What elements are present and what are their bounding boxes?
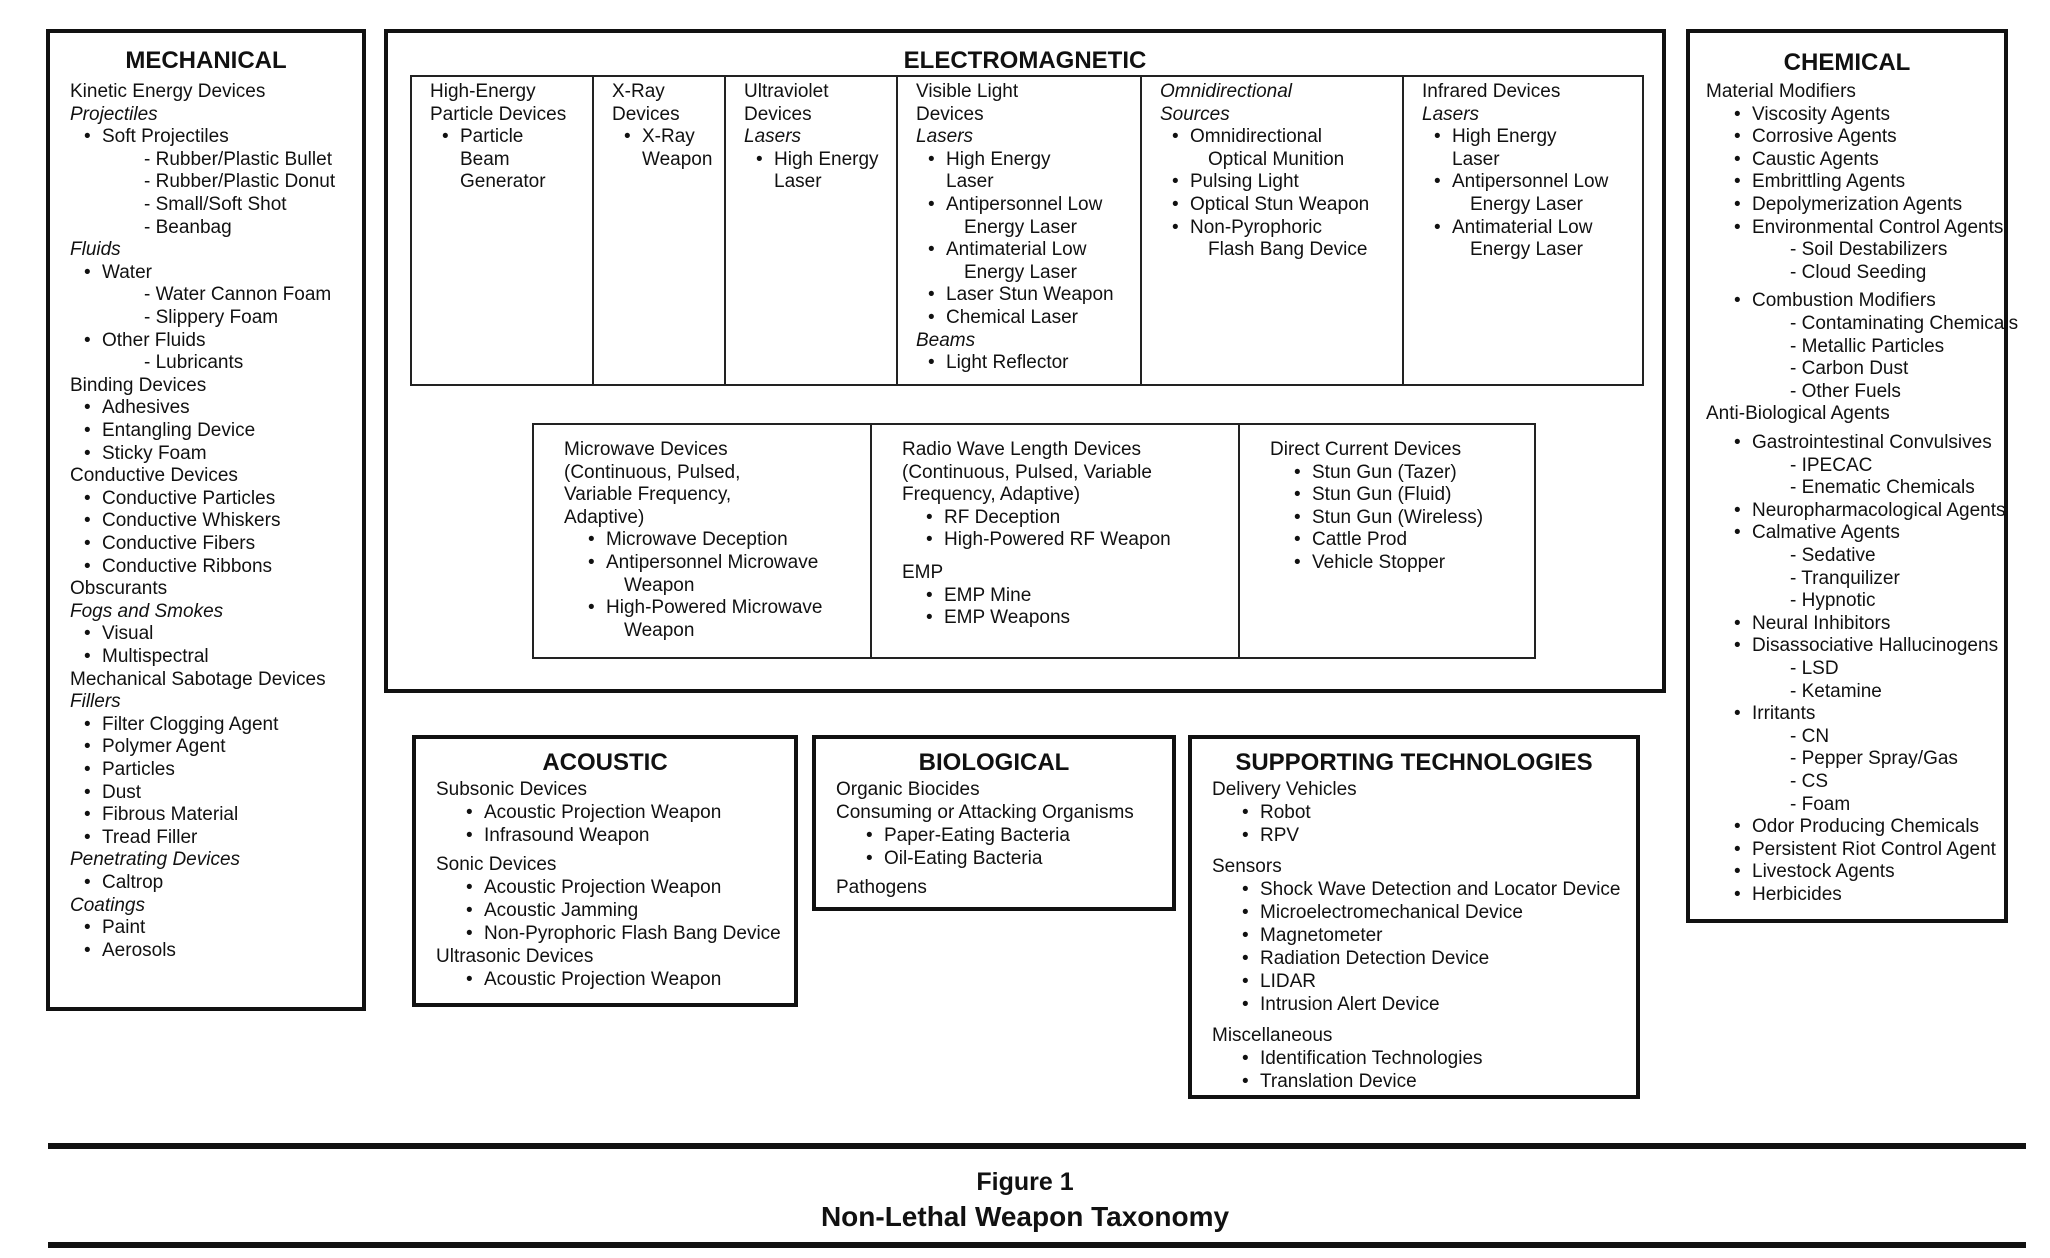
sub-item: - Tranquilizer <box>1790 567 1900 589</box>
category-heading: Fluids <box>70 239 121 261</box>
category-heading: (Continuous, Pulsed, Variable <box>902 461 1152 483</box>
list-item: • Omnidirectional <box>1190 126 1322 148</box>
list-item: • Vehicle Stopper <box>1312 552 1445 574</box>
list-item: Laser <box>946 171 994 193</box>
sub-item: - Small/Soft Shot <box>144 194 287 215</box>
category-heading: Omnidirectional <box>1160 81 1292 102</box>
category-heading: Conductive Devices <box>70 465 238 487</box>
list-item: Beam <box>460 148 510 170</box>
category-heading: Pathogens <box>836 877 927 898</box>
list-item: • Robot <box>1260 802 1311 824</box>
list-item: Weapon <box>624 574 695 596</box>
list-item: Laser <box>774 171 822 193</box>
list-item: • Shock Wave Detection and Locator Device <box>1260 879 1620 901</box>
category-heading: X-Ray <box>612 81 665 102</box>
category-heading: Lasers <box>744 126 802 148</box>
figure-title: Non-Lethal Weapon Taxonomy <box>820 1201 1230 1232</box>
list-item: • Infrasound Weapon <box>484 825 650 847</box>
category-heading: Binding Devices <box>70 374 207 396</box>
electromagnetic-box <box>384 29 1666 693</box>
list-item: • Particle <box>460 126 523 148</box>
list-item: • Conductive Ribbons <box>102 556 272 578</box>
sub-item: - Carbon Dust <box>1790 358 1909 380</box>
category-heading: Visible Light <box>916 81 1019 102</box>
list-item: • Laser Stun Weapon <box>946 284 1114 306</box>
category-heading: Devices <box>612 103 680 125</box>
list-item: • Antipersonnel Microwave <box>606 552 818 574</box>
sub-item: - Metallic Particles <box>1790 335 1945 357</box>
category-heading: Anti-Biological Agents <box>1706 403 1890 425</box>
sub-item: - Lubricants <box>144 352 244 374</box>
list-item: Weapon <box>642 148 713 170</box>
sub-item: - LSD <box>1790 658 1839 679</box>
list-item: • Polymer Agent <box>102 736 226 758</box>
category-heading: Lasers <box>916 126 974 148</box>
list-item: • EMP Mine <box>944 585 1031 607</box>
em-bottom-table <box>532 423 1536 659</box>
list-item: • Visual <box>102 623 153 645</box>
list-item: Optical Munition <box>1208 148 1345 170</box>
electromagnetic-title: ELECTROMAGNETIC <box>903 47 1147 74</box>
list-item: • Combustion Modifiers <box>1752 290 1936 312</box>
list-item: • Conductive Whiskers <box>102 510 280 532</box>
list-item: • Disassociative Hallucinogens <box>1752 635 1998 657</box>
list-item: • Acoustic Projection Weapon <box>484 877 721 899</box>
supporting-technologies-box <box>1188 735 1640 1099</box>
list-item: • Caltrop <box>102 872 163 894</box>
list-item: • Translation Device <box>1260 1071 1417 1093</box>
list-item: • Non-Pyrophoric Flash Bang Device <box>484 923 781 945</box>
category-heading: Frequency, Adaptive) <box>902 484 1081 506</box>
category-heading: Microwave Devices <box>564 439 728 460</box>
list-item: • High-Powered RF Weapon <box>944 529 1171 551</box>
list-item: • Corrosive Agents <box>1752 126 1897 148</box>
list-item: • Other Fluids <box>102 330 205 352</box>
list-item: • Neuropharmacological Agents <box>1752 500 2006 522</box>
caption-bottom-rule <box>48 1242 2026 1248</box>
category-heading: Radio Wave Length Devices <box>902 439 1142 460</box>
list-item: • Light Reflector <box>946 352 1069 374</box>
category-heading: Obscurants <box>70 578 168 600</box>
list-item: • High Energy <box>774 149 879 171</box>
list-item: • Conductive Particles <box>102 488 275 510</box>
em-cell <box>896 77 1140 384</box>
list-item: • Gastrointestinal Convulsives <box>1752 432 1992 454</box>
sub-item: - Beanbag <box>144 216 232 238</box>
list-item: Laser <box>1452 148 1500 170</box>
list-item: • Herbicides <box>1752 884 1842 906</box>
list-item: • RF Deception <box>944 507 1060 529</box>
sub-item: - Soil Destabilizers <box>1790 239 1948 261</box>
em-cell <box>870 425 1238 657</box>
category-heading: Lasers <box>1422 103 1480 125</box>
list-item: Energy Laser <box>964 261 1078 283</box>
em-cell <box>1140 77 1402 384</box>
figure-number: Figure 1 <box>976 1168 1074 1196</box>
category-heading: Devices <box>916 103 984 125</box>
mechanical-box <box>46 29 366 1011</box>
list-item: • Tread Filler <box>102 827 197 849</box>
em-cell <box>1402 77 1646 384</box>
category-heading: Sonic Devices <box>436 854 557 875</box>
list-item: • Cattle Prod <box>1312 529 1407 551</box>
sub-item: - Foam <box>1790 793 1851 815</box>
category-heading: High-Energy <box>430 81 536 102</box>
list-item: • Water <box>102 262 152 284</box>
category-heading: Infrared Devices <box>1422 81 1561 102</box>
list-item: Energy Laser <box>1470 239 1584 261</box>
em-cell <box>592 77 724 384</box>
list-item: • Non-Pyrophoric <box>1190 217 1322 239</box>
sub-item: - Enematic Chemicals <box>1790 477 1975 499</box>
list-item: • Particles <box>102 759 175 781</box>
list-item: • Antimaterial Low <box>946 239 1086 261</box>
list-item: • Sticky Foam <box>102 443 207 465</box>
sub-item: - Cloud Seeding <box>1790 261 1927 283</box>
list-item: • Fibrous Material <box>102 804 238 826</box>
list-item: • Stun Gun (Fluid) <box>1312 484 1451 506</box>
sub-item: - CN <box>1790 725 1830 747</box>
category-heading: Delivery Vehicles <box>1212 779 1357 800</box>
sub-item: - Ketamine <box>1790 680 1882 702</box>
category-heading: Subsonic Devices <box>436 779 588 800</box>
list-item: • Radiation Detection Device <box>1260 948 1489 970</box>
list-item: • Depolymerization Agents <box>1752 194 1962 216</box>
category-heading: Material Modifiers <box>1706 81 1856 102</box>
category-heading: Penetrating Devices <box>70 849 241 871</box>
category-heading: Consuming or Attacking Organisms <box>836 802 1134 823</box>
list-item: Weapon <box>624 619 695 641</box>
em-cell <box>1238 425 1538 657</box>
list-item: • Antimaterial Low <box>1452 217 1592 239</box>
sub-item: - Water Cannon Foam <box>144 284 332 306</box>
chemical-title: CHEMICAL <box>1783 49 1911 76</box>
list-item: • Microwave Deception <box>606 529 788 551</box>
list-item: • Livestock Agents <box>1752 861 1895 883</box>
category-heading: Miscellaneous <box>1212 1025 1333 1046</box>
mechanical-title: MECHANICAL <box>125 47 287 74</box>
list-item: • Persistent Riot Control Agent <box>1752 839 1996 861</box>
list-item: • Calmative Agents <box>1752 522 1900 544</box>
category-heading: Mechanical Sabotage Devices <box>70 668 326 690</box>
list-item: • Magnetometer <box>1260 925 1383 947</box>
category-heading: Adaptive) <box>564 506 645 528</box>
list-item: Energy Laser <box>1470 194 1584 215</box>
sub-item: - IPECAC <box>1790 454 1873 476</box>
em-cell <box>412 77 592 384</box>
list-item: Flash Bang Device <box>1208 239 1368 261</box>
list-item: • RPV <box>1260 825 1299 847</box>
sub-item: - Other Fuels <box>1790 380 1901 402</box>
list-item: • Antipersonnel Low <box>1452 171 1608 193</box>
list-item: • Environmental Control Agents <box>1752 217 2003 239</box>
biological-box <box>812 735 1176 911</box>
sub-item: - Rubber/Plastic Bullet <box>144 148 332 170</box>
caption-top-rule <box>48 1143 2026 1149</box>
sub-item: - CS <box>1790 771 1828 792</box>
list-item: • Paper-Eating Bacteria <box>884 825 1070 847</box>
list-item: • Antipersonnel Low <box>946 194 1102 216</box>
category-heading: Beams <box>916 329 976 351</box>
category-heading: Particle Devices <box>430 103 567 125</box>
em-cell <box>534 425 870 657</box>
list-item: • Caustic Agents <box>1752 149 1879 171</box>
supporting-technologies-title: SUPPORTING TECHNOLOGIES <box>1235 749 1593 776</box>
category-heading: Coatings <box>70 894 145 916</box>
list-item: • Optical Stun Weapon <box>1190 194 1369 216</box>
list-item: • LIDAR <box>1260 971 1316 993</box>
list-item: • Microelectromechanical Device <box>1260 902 1523 924</box>
list-item: • Irritants <box>1752 703 1815 725</box>
sub-item: - Contaminating Chemicals <box>1790 313 2019 334</box>
list-item: • Acoustic Jamming <box>484 900 638 922</box>
list-item: • Conductive Fibers <box>102 533 255 555</box>
category-heading: Sources <box>1160 103 1230 125</box>
chemical-box <box>1686 29 2019 923</box>
list-item: • Stun Gun (Wireless) <box>1312 507 1483 529</box>
em-top-table <box>410 75 1644 386</box>
list-item: • Identification Technologies <box>1260 1048 1483 1070</box>
list-item: • EMP Weapons <box>944 607 1070 629</box>
category-heading: Devices <box>744 103 812 125</box>
list-item: • Intrusion Alert Device <box>1260 994 1440 1016</box>
category-heading: Organic Biocides <box>836 779 980 800</box>
list-item: • Entangling Device <box>102 420 255 442</box>
list-item: Energy Laser <box>964 216 1078 238</box>
sub-item: - Rubber/Plastic Donut <box>144 171 336 193</box>
sub-item: - Sedative <box>1790 545 1876 566</box>
sub-item: - Slippery Foam <box>144 307 279 328</box>
list-item: • High Energy <box>946 149 1051 171</box>
category-heading: Fogs and Smokes <box>70 600 224 622</box>
list-item: • Stun Gun (Tazer) <box>1312 462 1457 484</box>
category-heading: EMP <box>902 562 944 583</box>
list-item: • X-Ray <box>642 126 695 148</box>
list-item: • Aerosols <box>102 940 176 962</box>
list-item: • Acoustic Projection Weapon <box>484 969 721 991</box>
category-heading: Projectiles <box>70 103 158 125</box>
category-heading: Direct Current Devices <box>1270 439 1462 460</box>
biological-title: BIOLOGICAL <box>918 749 1070 776</box>
category-heading: Fillers <box>70 691 121 713</box>
list-item: • Soft Projectiles <box>102 126 229 148</box>
acoustic-title: ACOUSTIC <box>542 749 668 776</box>
list-item: • Adhesives <box>102 397 190 419</box>
list-item: • Multispectral <box>102 646 209 668</box>
list-item: • High-Powered Microwave <box>606 597 822 619</box>
category-heading: Kinetic Energy Devices <box>70 81 266 102</box>
list-item: Generator <box>460 171 546 193</box>
list-item: • High Energy <box>1452 126 1557 148</box>
category-heading: Ultrasonic Devices <box>436 946 594 967</box>
list-item: • Filter Clogging Agent <box>102 714 278 736</box>
list-item: • Dust <box>102 782 141 804</box>
category-heading: Variable Frequency, <box>564 484 732 506</box>
list-item: • Acoustic Projection Weapon <box>484 802 721 824</box>
list-item: • Pulsing Light <box>1190 171 1299 193</box>
list-item: • Viscosity Agents <box>1752 104 1890 126</box>
list-item: • Paint <box>102 917 145 939</box>
acoustic-box <box>412 735 798 1007</box>
em-cell <box>724 77 896 384</box>
list-item: • Chemical Laser <box>946 307 1078 329</box>
sub-item: - Hypnotic <box>1790 590 1876 612</box>
list-item: • Oil-Eating Bacteria <box>884 848 1042 870</box>
sub-item: - Pepper Spray/Gas <box>1790 748 1958 770</box>
list-item: • Embrittling Agents <box>1752 171 1905 193</box>
list-item: • Neural Inhibitors <box>1752 613 1890 635</box>
list-item: • Odor Producing Chemicals <box>1752 816 1979 838</box>
category-heading: Sensors <box>1212 856 1282 877</box>
category-heading: Ultraviolet <box>744 81 829 102</box>
category-heading: (Continuous, Pulsed, <box>564 461 741 483</box>
